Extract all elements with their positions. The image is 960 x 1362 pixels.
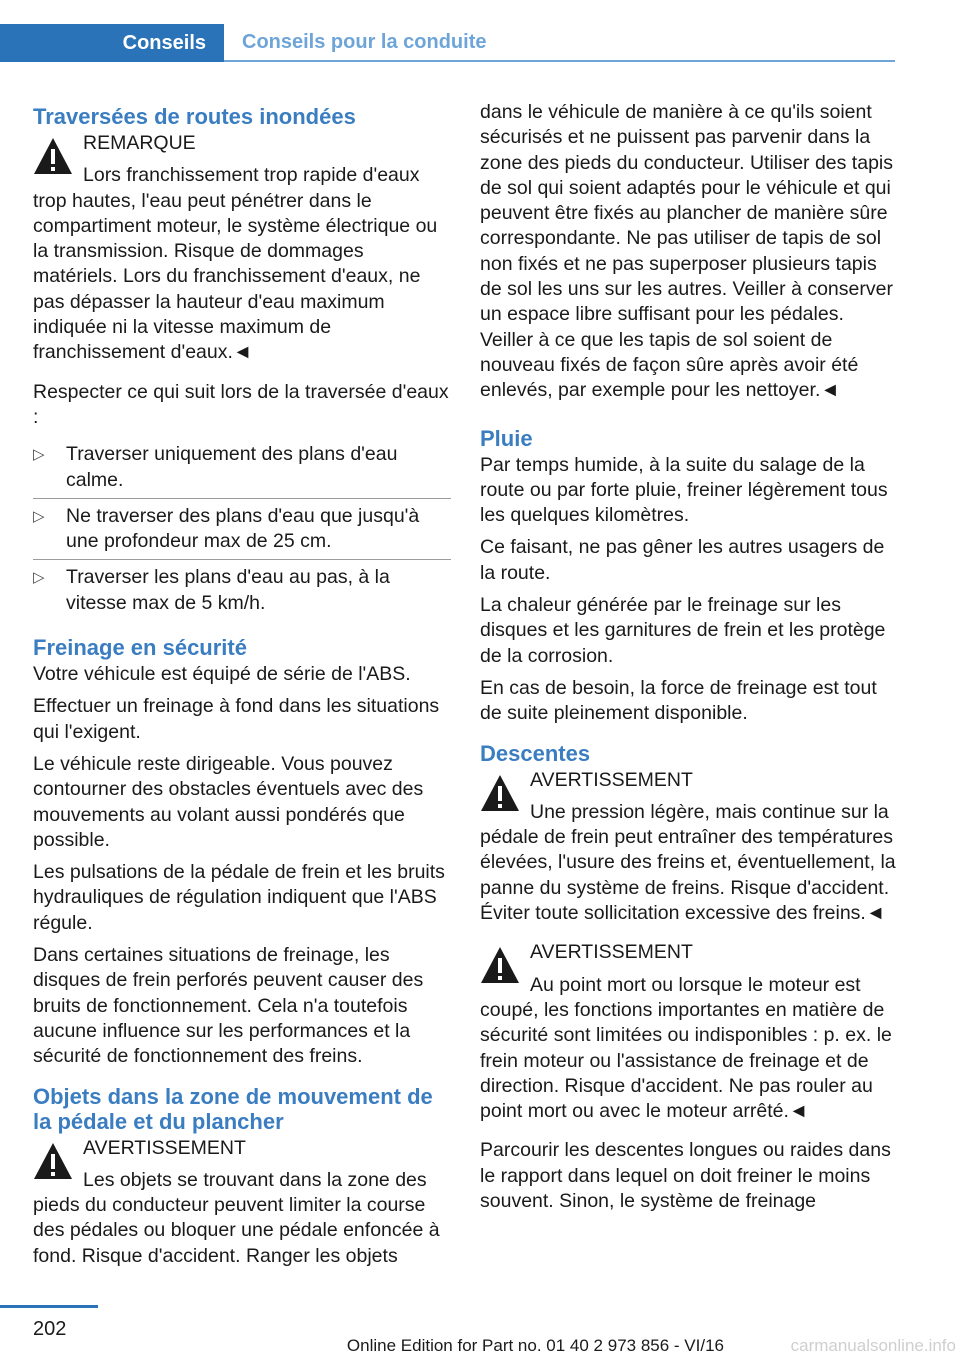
warning-block bbox=[33, 131, 451, 366]
list-item bbox=[33, 499, 451, 561]
left-column bbox=[33, 100, 451, 1283]
bullet-triangle-icon: ▷ bbox=[33, 507, 45, 525]
warning-title: REMARQUE bbox=[83, 132, 196, 154]
bullet-triangle-icon: ▷ bbox=[33, 569, 45, 587]
heading-flooded-roads: Traversées de routes inondées bbox=[33, 104, 356, 129]
warning-triangle-icon bbox=[33, 1141, 73, 1181]
end-mark: ◄ bbox=[788, 1100, 809, 1123]
list-item-text: Ne traverser des plans d'eau que jusqu'à une profondeur max de 25 cm. bbox=[66, 504, 420, 553]
paragraph bbox=[480, 100, 898, 404]
page-number: 202 bbox=[33, 1318, 67, 1340]
watermark: carmanualsonline.info bbox=[790, 1336, 956, 1355]
paragraph: Les pulsations de la pédale de frein et les bruits hydrauliques de régulation indiquent que l'ABS régule. bbox=[33, 861, 445, 934]
paragraph: Parcourir les descentes longues ou raides dans le rapport dans lequel on doit freiner le moins souvent. Sinon, le système de freinage bbox=[480, 1139, 891, 1212]
right-column bbox=[480, 100, 898, 1221]
paragraph: Ce faisant, ne pas gêner les autres usagers de la route. bbox=[480, 536, 885, 584]
list-item bbox=[33, 560, 451, 621]
paragraph: Dans certaines situations de freinage, les disques de frein perforés peuvent causer des bruits de fonctionnement. Cela n'a toutefois aucune influence sur les performances et la sécurité de fonctionnement des freins. bbox=[33, 944, 424, 1068]
end-mark: ◄ bbox=[865, 902, 886, 925]
list-item-text: Traverser les plans d'eau au pas, à la vitesse max de 5 km/h. bbox=[66, 566, 390, 614]
heading-safe-braking: Freinage en sécurité bbox=[33, 635, 247, 661]
paragraph: Votre véhicule est équipé de série de l'ABS. bbox=[33, 663, 411, 686]
warning-block bbox=[33, 1136, 451, 1269]
warning-title: AVERTISSEMENT bbox=[530, 941, 693, 964]
warning-block bbox=[480, 940, 898, 1124]
heading-objects-pedal-zone: Objets dans la zone de mouvement de la pédale et du plancher bbox=[33, 1083, 433, 1134]
edition-note: Online Edition for Part no. 01 40 2 973 856 - VI/16 bbox=[346, 1336, 724, 1355]
warning-title: AVERTISSEMENT bbox=[83, 1136, 246, 1159]
step-list bbox=[33, 437, 451, 621]
list-item-text: Traverser uniquement des plans d'eau calme. bbox=[66, 443, 398, 491]
heading-descents: Descentes bbox=[480, 740, 591, 766]
bullet-triangle-icon: ▷ bbox=[33, 446, 45, 464]
section-tab: Conseils pour la conduite bbox=[224, 24, 895, 62]
warning-triangle-icon bbox=[480, 945, 520, 985]
end-mark: ◄ bbox=[820, 379, 840, 402]
warning-text: Lors franchissement trop rapide d'eaux trop hautes, l'eau peut pénétrer dans le compartiment moteur, le système électrique ou la transmission. Risque de dommages matériels. Lors du franchissement d'eaux, ne pas dépasser la hauteur d'eau maximum indiquée ni la vitesse maximum de franchissement d'eaux. bbox=[33, 164, 438, 364]
warning-triangle-icon bbox=[33, 136, 73, 176]
footer-accent-line bbox=[0, 1305, 98, 1308]
warning-triangle-icon bbox=[480, 773, 520, 813]
paragraph-text: dans le véhicule de manière à ce qu'ils soient sécurisés et ne puissent pas parvenir dans la zone des pieds du conducteur. Utiliser des tapis de sol qui soient adaptés pour le véhicule et qui peuvent être fixés au plancher de manière sûre correspondante. Ne pas utiliser de tapis de sol non fixés et ne pas superposer plusieurs tapis de sol les uns sur les autres. Veiller à conserver un espace libre suffisant pour les pédales. Veiller à ce que les tapis de sol soient de nouveau fixés de façon sûre après avoir été enlevés, par exemple pour les nettoyer. bbox=[480, 101, 893, 402]
paragraph: Par temps humide, à la suite du salage de la route ou par forte pluie, freiner légèrement tous les quelques kilomètres. bbox=[480, 453, 888, 527]
paragraph: Respecter ce qui suit lors de la traversée d'eaux : bbox=[33, 380, 449, 428]
warning-text: Au point mort ou lorsque le moteur est coupé, les fonctions importantes en matière de sécurité sont limitées ou indisponibles : p. ex. le frein moteur ou l'assistance de freinage et de direction. Risque d'accident. Ne pas rouler au point mort ou avec le moteur arrêté. bbox=[480, 973, 892, 1123]
paragraph: Le véhicule reste dirigeable. Vous pouvez contourner des obstacles éventuels avec des mouvements au volant aussi pondérés que possible. bbox=[33, 752, 424, 851]
list-item bbox=[33, 437, 451, 499]
warning-text: Une pression légère, mais continue sur la pédale de frein peut entraîner des températures élevées, l'usure des freins et, éventuellement, la panne du système de freins. Risque d'accident. Éviter toute sollicitation excessive des freins. bbox=[480, 800, 896, 925]
heading-rain: Pluie bbox=[480, 425, 533, 451]
warning-text: Les objets se trouvant dans la zone des pieds du conducteur peuvent limiter la course des pédales ou bloquer une pédale enfoncée à fond. Risque d'accident. Ranger les objets bbox=[33, 1168, 440, 1267]
warning-block bbox=[480, 768, 898, 927]
end-mark: ◄ bbox=[232, 341, 253, 364]
warning-title: AVERTISSEMENT bbox=[530, 768, 693, 791]
paragraph: Effectuer un freinage à fond dans les situations qui l'exigent. bbox=[33, 695, 440, 743]
page-header bbox=[0, 24, 895, 62]
paragraph: La chaleur générée par le freinage sur les disques et les garnitures de frein et les protège de la corrosion. bbox=[480, 594, 886, 667]
chapter-tab: Conseils bbox=[0, 24, 224, 62]
paragraph: En cas de besoin, la force de freinage est tout de suite pleinement disponible. bbox=[480, 676, 877, 725]
